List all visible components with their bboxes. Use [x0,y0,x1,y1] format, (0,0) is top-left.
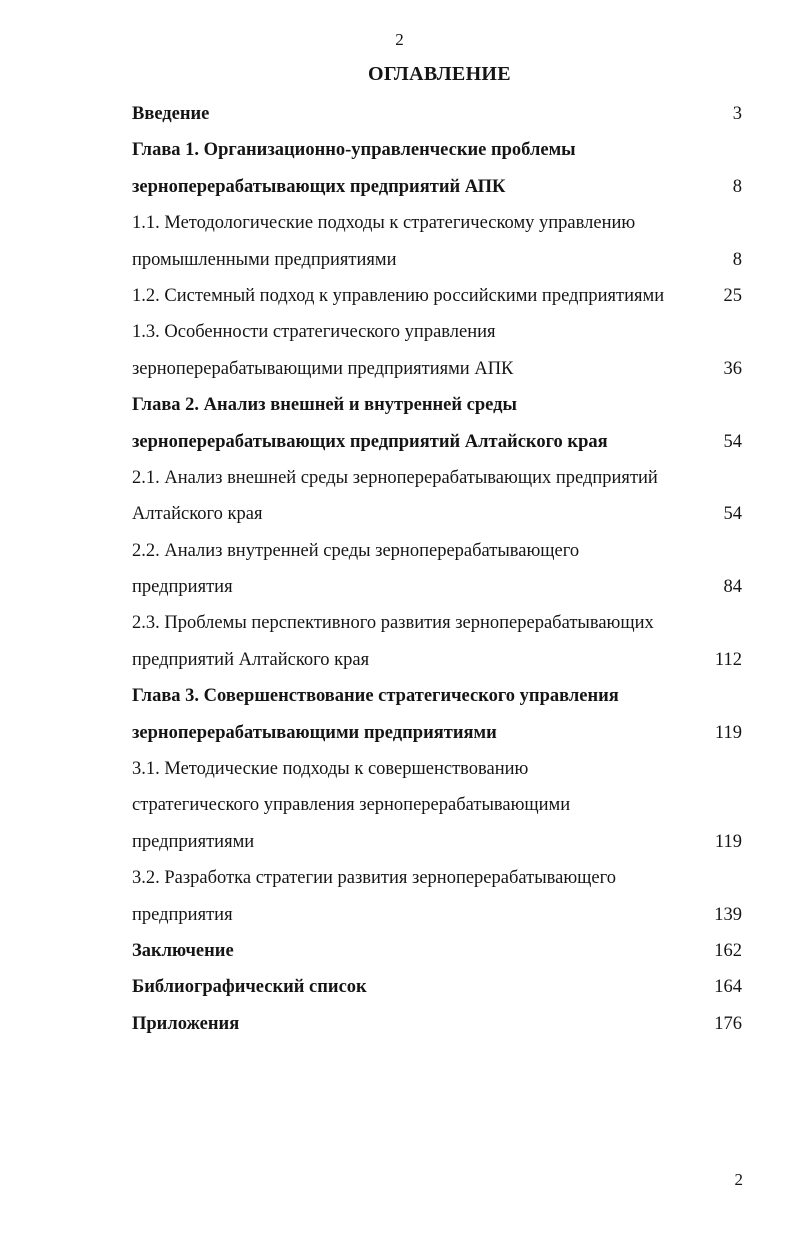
toc-entry-page: 112 [714,649,742,670]
toc-entry [132,824,742,860]
toc-entry [132,605,742,641]
toc-entry [132,533,742,569]
toc-entry [132,132,742,168]
toc-entry [132,387,742,423]
toc-entry [132,205,742,241]
toc-entry-text: промышленными предприятиями [132,249,397,270]
toc-entry-text: зерноперерабатывающими предприятиями [132,722,497,743]
toc-entry-page: 139 [714,904,742,925]
toc-entry [132,751,742,787]
toc-entry-page: 25 [723,285,742,306]
toc-entry [132,96,742,132]
toc-entry-text: зерноперерабатывающих предприятий АПК [132,176,506,197]
toc-entry-text: зерноперерабатывающими предприятиями АПК [132,358,514,379]
toc-entry [132,969,742,1005]
toc-entry [132,351,742,387]
toc-entry-page: 119 [714,831,742,852]
toc-entry [132,1006,742,1042]
toc-entry-page: 8 [732,249,742,270]
toc-entry-text: Глава 2. Анализ внешней и внутренней среды [132,395,517,416]
toc-entry-page: 8 [732,176,742,197]
toc-entry [132,278,742,314]
toc-entry-page: 3 [732,104,742,124]
toc-entry-text: Введение [132,104,210,124]
toc-entry [132,496,742,532]
page-number-bottom: 2 [734,1170,743,1189]
toc-entry-page: 36 [723,358,742,379]
page-title: ОГЛАВЛЕНИЕ [368,63,511,85]
toc-entry-text: Приложения [132,1013,240,1034]
toc-entry-page: 164 [714,977,742,998]
toc-entry-text: 3.1. Методические подходы к совершенствованию [132,759,529,780]
toc-entry [132,678,742,714]
toc-entry-text: стратегического управления зерноперерабатывающими [132,795,571,816]
toc-entry [132,314,742,350]
toc-entry-page: 176 [714,1013,742,1034]
toc-entry-text: 1.2. Системный подход к управлению российскими предприятиями [132,285,665,306]
toc-entry-text: предприятиями [132,831,255,852]
toc-entry-text: Алтайского края [132,504,263,525]
toc-entry-text: предприятия [132,904,233,925]
toc-entry [132,897,742,933]
toc-entry-page: 84 [723,577,742,598]
toc-entry-page: 162 [714,940,742,961]
toc-entry-text: 1.1. Методологические подходы к стратегическому управлению [132,213,636,234]
toc-entry [132,715,742,751]
toc-entry [132,569,742,605]
toc-entry-text: предприятия [132,577,233,598]
toc-entry-text: 1.3. Особенности стратегического управления [132,322,496,343]
toc-entry-text: Библиографический список [132,977,367,998]
toc-entry [132,460,742,496]
toc-entry-text: 2.3. Проблемы перспективного развития зерноперерабатывающих [132,613,654,634]
toc-entry [132,424,742,460]
toc-entry [132,933,742,969]
toc-entry-page: 54 [723,504,742,525]
toc-entry-text: 2.1. Анализ внешней среды зерноперерабатывающих предприятий [132,467,658,488]
toc-entry-text: зерноперерабатывающих предприятий Алтайского края [132,431,608,452]
toc-entry [132,642,742,678]
table-of-contents [132,96,742,1042]
toc-entry-page: 54 [723,431,742,452]
toc-entry-text: предприятий Алтайского края [132,649,370,670]
toc-entry [132,787,742,823]
toc-entry-page: 119 [714,722,742,743]
toc-entry [132,860,742,896]
toc-entry-text: 3.2. Разработка стратегии развития зерноперерабатывающего [132,868,616,889]
toc-entry-text: Глава 3. Совершенствование стратегического управления [132,686,619,707]
toc-entry [132,169,742,205]
toc-entry-text: Заключение [132,940,234,961]
toc-entry-text: Глава 1. Организационно-управленческие проблемы [132,140,576,161]
page-number-top: 2 [395,30,404,49]
toc-entry [132,242,742,278]
toc-entry-text: 2.2. Анализ внутренней среды зерноперерабатывающего [132,540,580,561]
